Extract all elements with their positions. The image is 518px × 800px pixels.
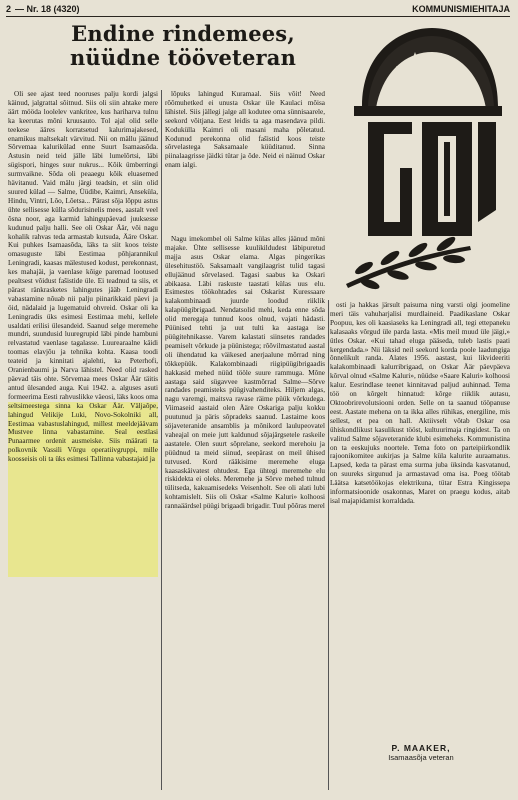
section-title: KOMMUNISMIEHITAJA (412, 4, 510, 14)
column-divider (161, 90, 162, 790)
column-2-text-lower: Nagu imekombel oli Salme külas alles jäänud mõni majake. Ühte sellisesse kuulikildudest läbipuretud majja asus Oskar elama. Algas pingerikas ülesehitustöö. Saksamaalt vangilaagrist tulid tagasi ellujäänud sõrvelased. Tagasi saabus ka Oskari abikaasa. Läbi raskuste taastati külas uus elu. Esimestes töökohtades sai Oskarist Kuressaare kalakombinaadi juurde loodud riiklik kalapüügibrigaad. Nendatsolid mehi, keda enne sõda olid meregaja tunnud koos olnud, vajati hädasti. Püünised tehti ja uut tulti ka aastaga ise püügitehnikasse. Varem kalastati siinsetes randades peamiselt võrkude ja püünistega; rõõvilmastatud aastal oli ühendatud ka väikesed anerjaalune mõrrad ning tõkkepüük. Kalakombinaadi riigipüügibrigaadis hakkasid mehed nüüd tööle suure rammuga. Mõne aastaga said sügavvee kastmõrrad Salme—Sõrve randades peamisteks püügivahenditeks. Hiljem algas, nagu varemgi, maitsva ravase räime püük võrkudega. Viimaseid aastaid olen Ääre Oskariga palju kokku puutunud ja päris sõpradeks saanud. Lastaime koos söjaveteranide ansamblis ja mõnikord laulupeovatel vaheajal on meie jutt kaldunud sõjajärgsetele raskeile aastatele. Olen suurt sõprelane, seekord merehoiu ja püüdnud ta meid siinud, seepärast on meil ühised tutvused. Kord rääkisime meremehe eluga kaasaskäivatest ohtudest. Ega ühtegi meremehe elu riskidekta ei oleks. Meremehe ja Sõrve mehed tulnud tülitseda, kakuamisedeks Veisenholt. See oli alati lubi kohtamislelt. Siis oli Oskar «Salme Kaluri» kolhoosi rannaäärdsel püügi brigaadi brigadir. Tuul põõras merel (165, 235, 325, 511)
headline-line-1: Endine rindemees, (71, 21, 295, 46)
headline-line-2: nüüdne tööveteran (69, 45, 297, 70)
column-3-text: osti ja hakkas järsult paisuma ning varsti olgi joomeline meri täis vahuharjalisi murdlaineid. Paadikaslane Oskar Poopuu, kes oli kaasiaseks ka Leningradi all, tegi ettepaneku kalasaaks võrgud üle parda lasta. «Mis meil muud üle jäigi,» ütles Oskar. «Kui tahad eluga pääseda, tuleb lastis paati kergendada.» Nii läksid neil seekord korda poole laadungiga õnnelikult randa. Alates 1956. aastast, kui likvideeriti kalakombinaadi kalurribrigaad, on Oskar Äär päevpäeva kõrval olnud «Salme Kaluri», nüüdse «Saare Kaluri» kolhoosi kalur. Eesrindlase teenet kinnitavad paljud auhinnad. Tema töö on kõrgelt hinnatud: kõrge riiklik autasu, Oktoobrirevolutsiooni orden. Selle on ta saanud tööpanuse eest. Aastate mehena on ta ikka alles rühikas, energiline, mis sellest, et pea on hall. Aktiivselt võtab Oskar osa ühiskondlikust kasulikust tööst, kultuurimaja ringidest. Ta on valitud Salme sõjaveteranide klubi esimeheks. Kommunistina on ta eeskujuks noortele. Tema foto on parteipiirkondlik rajoonikomitee aukirjas ja Salme küla kalurite auraamatus. Lapsed, keda ta pärast ema surma juba üksinda kasvatanud, on suureks sirgunud ja armastavad oma isa. Poeg töötab Läätsa katsetöökojas elektrikuna, tütar Estra Kingissepa informatsioonide osakonnas, Maret on praegu kodus, aitab isal majapidamist korraldada. (330, 301, 510, 505)
column-1-text: Oli see ajast teed nooruses palju kordi jalgsi käinud, jalgrattal sõitnud. Siis oli siin ahtake mere äärt mööda loolelev vankritee, kus hariharva tulnu ka keerutas mõni kruusauto. Tol ajal olid selle teekese ääres korratsetud kalurimajakesed, enamikus maltsekalt värvitud. Nii on mällu jäänud Sõrvemaa kalurikülad enne Suurt Isamaasõda. Astusin neid teid jälle läbi lumelõrtsi, läbi sügispori, hinges suur nukrus... Kõik ümberringi surmvaikne. Sõda oli peaaegu kõik eluasemed hävitanud. Vaid mälu järgi teadsin, et siin olid suured külad — Salme, Üüdibe, Kaimri, Anseküla, Hindu, Vintri, Lõo, Lõetsa... Pärast sõja lõppu astus ühte sellisesse külla sõdurisinelis mees, aastalt veel õsna noor, aga karmid lahingupäevad juuksesse kudunud palju halli. See oli Oskar Äär, või nagu kohalik rahvas teda armastab kutsuda, Ääre Oskar. Kui puhkes Isamaasõda, läks ta siit koos teiste omasuguste läbi Eestimaa põhjarannikul Leningradi, kaasas mälestused kodust, perekonnast, kes mahajäi, ja vaenlase kõige paremad lootused pealtsest võidust fašistide üle. Ei teadnud ta siis, et pärast ränkrasketes lahingutes jääb Leningradi vabastamine nõuab nii palju piinarikkaid päevi ja öid, nädalaid ja lugematuid ohvreid. Oskar oli ka Leningradis üks esimesi Eestimaa mehi, kellele usaldati erilisi ülesandeid. Saanud selge meremehe mundri, suundusid luuregrupid läbi pinde hambuni relvastatud vaenlase tagalasse. Luurearaalne käidi toomas elavjõu ja tehnika kohta. Kaasa toodi teateid ja kinnitati ajalehti, ka Peterhofi, Oranienbaumi ja Narva lähistel. Need olid rasked päevad täis ohte. Sõrvemaa mees Oskar Äär täitis antud ülesanded auga. Kui 1942. a. alguses asuti formeerima Eesti rahvuslikke väeosi, läks koos oma seltsimeestega sinna ka Oskar Äär. Väljaõpe, lahingud Velikije Luki, Novo-Sokolniki all, Eestimaa vabastuslahingud, millest meeldejäävam Mustvee linna vabastamine. Seal eestlasi Punaarmee ordenit ausmeiske. Siis määrati ta polkovnik Vassili Võrgu operatiivgruppi, mille koosseisis oli ta üks esimesi Tallinna vabastajaid ja (8, 90, 158, 464)
page-number: 2 (6, 4, 12, 14)
article-column-1 (8, 90, 158, 790)
article-column-2 (165, 90, 325, 790)
laurel-branch-icon (346, 234, 471, 291)
helmet-laurel-emblem-icon (340, 22, 510, 294)
author-role: Isamaasõja veteran (388, 753, 454, 762)
article-column-3 (330, 301, 510, 733)
article-headline (38, 22, 328, 70)
page-header (6, 2, 510, 17)
header-left (6, 4, 80, 14)
author-signature (336, 743, 506, 762)
issue-number: — Nr. 18 (4320) (15, 4, 80, 14)
stylized-60-icon (368, 122, 496, 236)
column-2-text-upper: lõpuks lahingud Kuramaal. Siis võit! Need rõõmuhetked ei unusta Oskar üle Kaulaci mõisa lähistel. Siis jällegi jalge all kodutee oma sünnisaarele, seekord võitjana. Eest leidis ta aga masendava pildi. Kodukülla Kaimri oli masani maha põletatud. Kodunud perekonna olid fašistid koos teiste sõrvelastega Saksamaale küüditanud. Sinna piinalaagrisse jäidki tütar ja õde. Neid ei näinud Oskar enam ialgi. (165, 90, 325, 170)
author-name: P. MAAKER, (391, 743, 451, 753)
column-divider (328, 300, 329, 790)
